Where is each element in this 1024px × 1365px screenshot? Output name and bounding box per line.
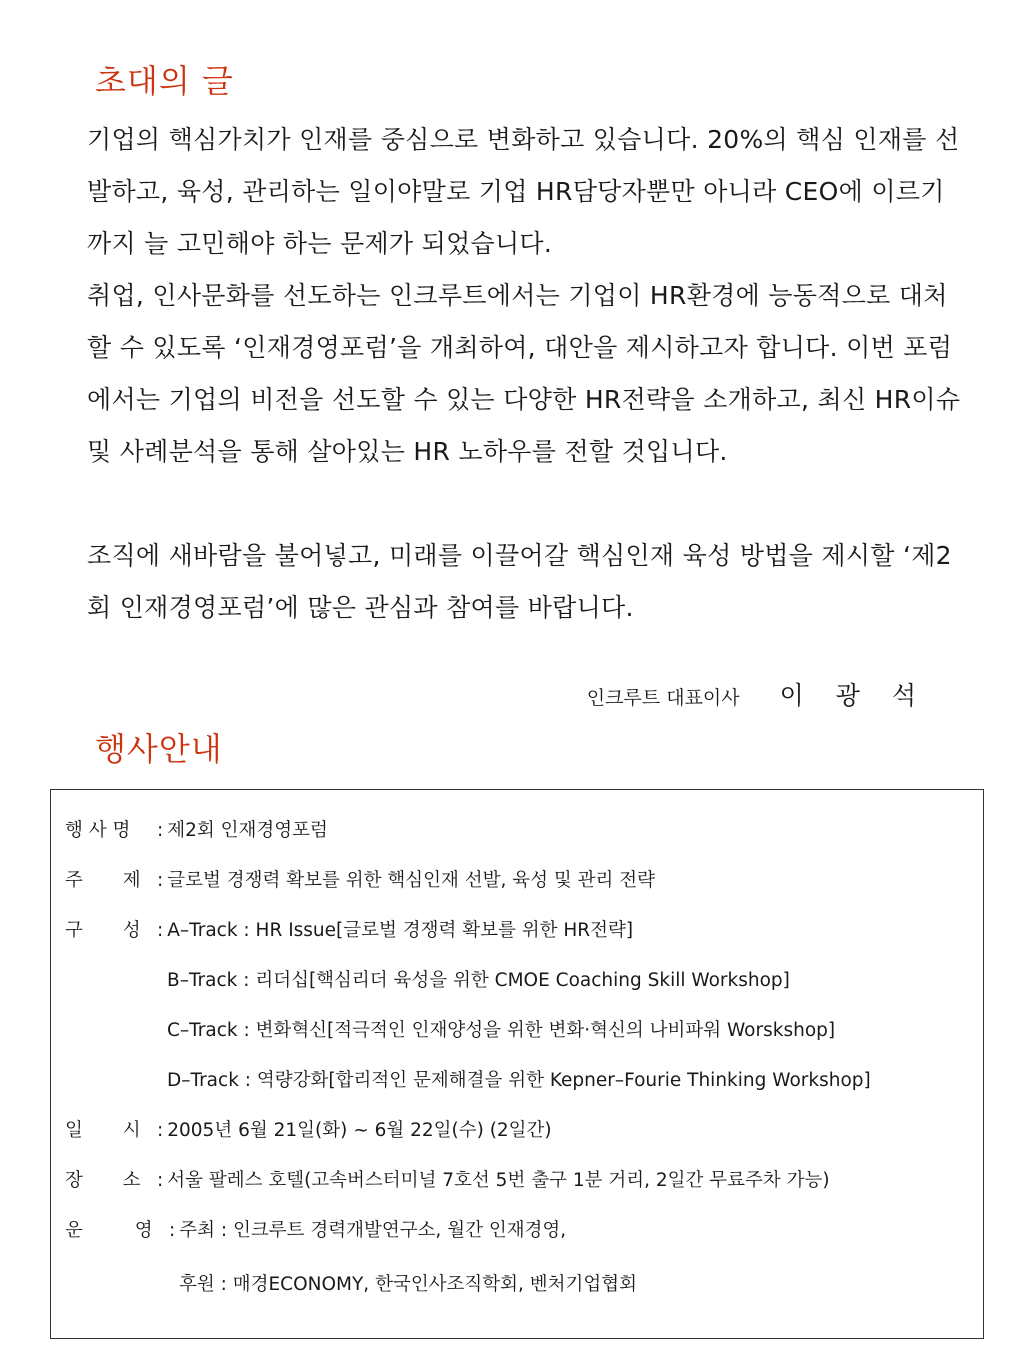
invitation-paragraph-2: 취업, 인사문화를 선도하는 인크루트에서는 기업이 HR환경에 능동적으로 대처할 수 있도록 ‘인재경영포럼’을 개최하여, 대안을 제시하고자 합니다. 이번 포럼에서는 기업의 비전을 선도할 수 있는 다양한 HR전략을 소개하고, 최신 HR이슈 및 사례분석을 통해 살아있는 HR 노하우를 전할 것입니다. — [87, 281, 961, 466]
event-date-label: 일 시 — [65, 1120, 141, 1141]
invitation-paragraph-3: 조직에 새바람을 불어넣고, 미래를 이끌어갈 핵심인재 육성 방법을 제시할 ‘제2회 인재경영포럼’에 많은 관심과 참여를 바랍니다. — [87, 541, 952, 622]
track-c: C–Track : 변화혁신[적극적인 인재양성을 위한 변화·혁신의 나비파워 Worskshop] — [167, 1020, 836, 1041]
event-venue-row: 장 소 : 서울 팔레스 호텔(고속버스터미널 7호선 5번 출구 1분 거리, 2일간 무료주차 가능) — [65, 1166, 830, 1192]
event-info-box — [50, 789, 984, 1339]
track-b: B–Track : 리더십[핵심리더 육성을 위한 CMOE Coaching Skill Workshop] — [167, 970, 790, 991]
event-theme-label: 주 제 — [65, 870, 141, 891]
event-name-label: 행 사 명 — [65, 820, 131, 841]
event-name-row: 행 사 명 : 제2회 인재경영포럼 — [65, 816, 328, 842]
track-a: A–Track : HR Issue[글로벌 경쟁력 확보를 위한 HR전략] — [167, 920, 634, 941]
event-venue-value: 서울 팔레스 호텔(고속버스터미널 7호선 5번 출구 1분 거리, 2일간 무료주차 가능) — [167, 1170, 830, 1191]
event-title: 행사안내 — [95, 730, 223, 768]
event-venue-label: 장 소 — [65, 1170, 141, 1191]
signature — [587, 676, 928, 712]
event-organizer-row: 운 영 : 주최 : 인크루트 경력개발연구소, 월간 인재경영, — [65, 1216, 566, 1242]
event-date-value: 2005년 6월 21일(화) ~ 6월 22일(수) (2일간) — [167, 1120, 552, 1141]
event-theme-row: 주 제 : 글로벌 경쟁력 확보를 위한 핵심인재 선발, 육성 및 관리 전략 — [65, 866, 655, 892]
event-theme-value: 글로벌 경쟁력 확보를 위한 핵심인재 선발, 육성 및 관리 전략 — [167, 870, 655, 891]
invitation-title: 초대의 글 — [95, 62, 234, 100]
event-name-value: 제2회 인재경영포럼 — [167, 820, 328, 841]
event-date-row: 일 시 : 2005년 6월 21일(화) ~ 6월 22일(수) (2일간) — [65, 1116, 552, 1142]
event-sponsor-value: 후원 : 매경ECONOMY, 한국인사조직학회, 벤처기업협회 — [179, 1274, 638, 1295]
track-d: D–Track : 역량강화[합리적인 문제해결을 위한 Kepner–Fourie Thinking Workshop] — [167, 1070, 871, 1091]
event-organizer-label: 운 영 — [65, 1220, 153, 1241]
event-structure-row: 구 성 : A–Track : HR Issue[글로벌 경쟁력 확보를 위한 HR전략] — [65, 916, 633, 942]
invitation-paragraph-1: 기업의 핵심가치가 인재를 중심으로 변화하고 있습니다. 20%의 핵심 인재를 선발하고, 육성, 관리하는 일이야말로 기업 HR담당자뿐만 아니라 CEO에 이르기까지 늘 고민해야 하는 문제가 되었습니다. — [87, 125, 960, 258]
signature-name: 이 광 석 — [779, 681, 928, 710]
signature-org: 인크루트 대표이사 — [586, 687, 740, 709]
event-structure-label: 구 성 — [65, 920, 141, 941]
event-host-value: 주최 : 인크루트 경력개발연구소, 월간 인재경영, — [179, 1220, 567, 1241]
